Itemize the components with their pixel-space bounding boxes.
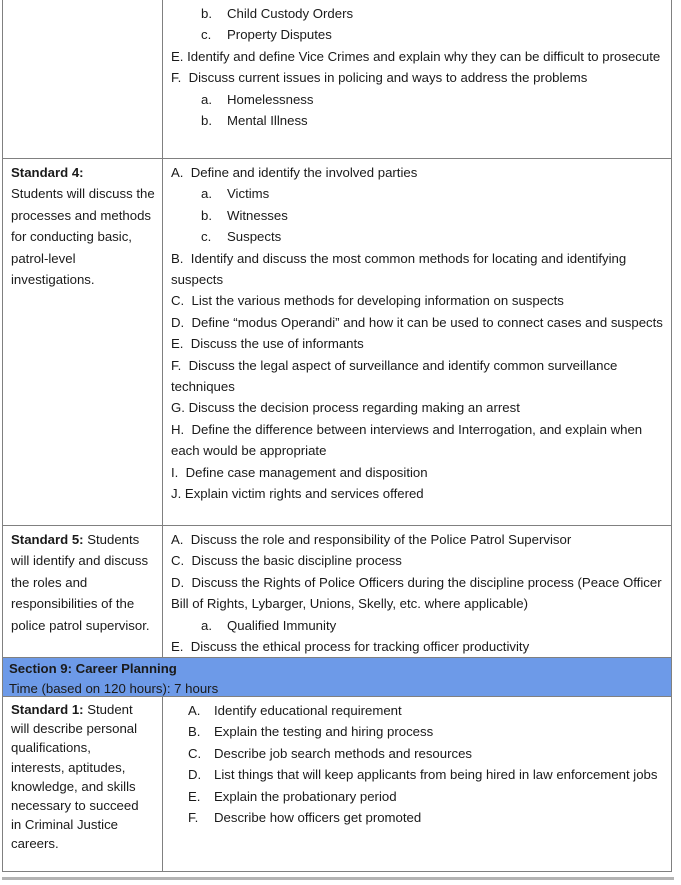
item-text: List things that will keep applicants from being hired in law enforcement jobs [214, 767, 658, 783]
standard-label: Standard 5: [11, 532, 84, 547]
outline-item: I. Define case management and disposition [171, 464, 428, 480]
outline-item: B. Identify and discuss the most common methods for locating and identifying suspects [171, 250, 630, 288]
sub-outline-item [201, 24, 663, 45]
sub-outline-item [201, 3, 663, 24]
item-text: Explain the testing and hiring process [214, 724, 434, 740]
outline-item: H. Define the difference between interviews and Interrogation, and explain when each would be appropriate [171, 421, 646, 459]
item-text: Identify educational requirement [214, 703, 402, 718]
page-bottom-divider [2, 877, 674, 880]
outline-item: A. Define and identify the involved parties [171, 165, 418, 180]
standards-cell [3, 526, 163, 657]
sub-outline-item [201, 89, 663, 110]
item-marker: b. [201, 113, 212, 129]
item-marker: c. [201, 229, 212, 245]
item-text: Property Disputes [227, 27, 332, 43]
item-marker: B. [188, 724, 201, 740]
standard-description: Students will identify and discuss the roles and responsibilities of the police patrol supervisor. [11, 532, 150, 633]
item-marker: F. [188, 810, 199, 826]
objectives-cell [163, 526, 671, 657]
outline-item: C. Discuss the basic discipline process [171, 553, 402, 569]
sub-outline-item [201, 183, 663, 204]
item-marker: b. [201, 207, 212, 223]
standard-label: Standard 4: [11, 165, 84, 180]
lettered-outline-item [188, 743, 663, 764]
section-title: Section 9: Career Planning [9, 661, 177, 676]
item-text: Explain the probationary period [214, 788, 397, 804]
objectives-cell [163, 159, 671, 525]
table-row-standard-5 [3, 526, 671, 658]
item-text: Homelessness [227, 91, 314, 107]
standards-cell [3, 159, 163, 525]
outline-item: F. Discuss current issues in policing and ways to address the problems [171, 70, 588, 86]
outline-item: E. Discuss the ethical process for tracking officer productivity [171, 639, 530, 655]
item-text: Suspects [227, 229, 282, 245]
outline-item: J. Explain victim rights and services offered [171, 486, 424, 502]
sub-outline-item [201, 205, 663, 226]
item-marker: A. [188, 703, 201, 718]
item-marker: D. [188, 767, 202, 783]
table-row-continuation [3, 0, 671, 159]
item-marker: E. [188, 788, 201, 804]
section-header-row [3, 658, 671, 697]
item-text: Witnesses [227, 207, 288, 223]
item-text: Qualified Immunity [227, 617, 337, 633]
item-marker: a. [201, 91, 212, 107]
item-text: Describe how officers get promoted [214, 810, 422, 826]
table-row-standard-4 [3, 159, 671, 526]
item-marker: a. [201, 617, 212, 633]
item-marker: c. [201, 27, 212, 43]
item-marker: b. [201, 6, 212, 21]
outline-item: E. Discuss the use of informants [171, 336, 364, 352]
table-row-standard-1 [3, 697, 671, 872]
item-marker: C. [188, 745, 202, 761]
outline-item: F. Discuss the legal aspect of surveillance and identify common surveillance techniques [171, 357, 622, 395]
objectives-cell [163, 697, 671, 871]
section-time: Time (based on 120 hours): 7 hours [9, 680, 219, 696]
outline-item: D. Discuss the Rights of Police Officers during the discipline process (Peace Officer Bill of Rights, Lybarger, Unions, Skelly, etc. where applicable) [171, 574, 666, 612]
outline-item: C. List the various methods for developing information on suspects [171, 293, 564, 309]
lettered-outline-item [188, 786, 663, 807]
objectives-cell [163, 0, 671, 158]
sub-outline-item [201, 226, 663, 247]
outline-item: E. Identify and define Vice Crimes and explain why they can be difficult to prosecute [171, 48, 661, 64]
item-text: Victims [227, 186, 270, 202]
standards-cell [3, 697, 163, 871]
standard-label: Standard 1: [11, 702, 84, 717]
sub-outline-item [201, 110, 663, 131]
item-text: Mental Illness [227, 113, 308, 129]
standard-description: Student will describe personal qualifications, interests, aptitudes, knowledge, and skills necessary to succeed in Criminal Justice careers. [11, 702, 139, 852]
outline-item: A. Discuss the role and responsibility of the Police Patrol Supervisor [171, 532, 572, 547]
curriculum-table [2, 0, 672, 872]
item-marker: a. [201, 186, 212, 202]
lettered-outline-item [188, 721, 663, 742]
sub-outline-item [201, 615, 663, 636]
item-text: Describe job search methods and resources [214, 745, 473, 761]
lettered-outline-item [188, 807, 663, 828]
lettered-outline-item [188, 764, 663, 785]
standards-cell-empty [3, 0, 163, 158]
standard-description: Students will discuss the processes and methods for conducting basic, patrol-level investigations. [11, 186, 155, 288]
outline-item: G. Discuss the decision process regarding making an arrest [171, 400, 520, 416]
item-text: Child Custody Orders [227, 6, 354, 21]
lettered-outline-item [188, 700, 663, 721]
outline-item: D. Define “modus Operandi” and how it can be used to connect cases and suspects [171, 314, 663, 330]
